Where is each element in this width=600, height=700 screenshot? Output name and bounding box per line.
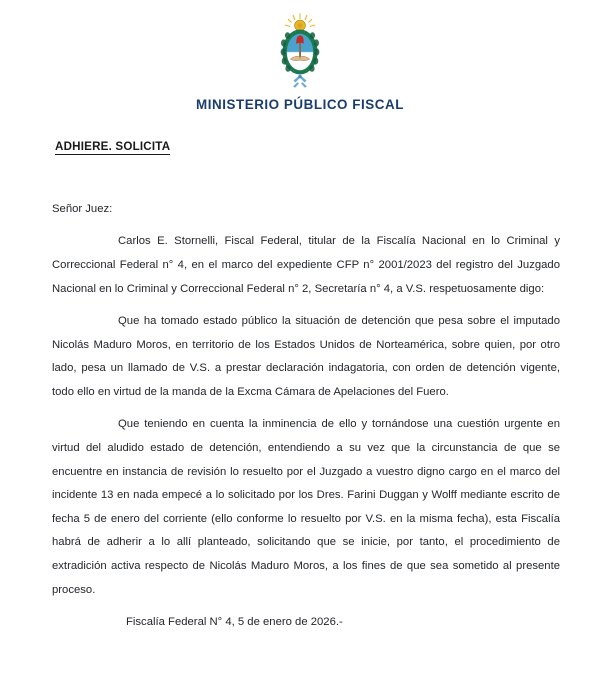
document-subject: ADHIERE. SOLICITA <box>55 139 171 153</box>
salutation: Señor Juez: <box>52 202 113 215</box>
paragraph-1: Carlos E. Stornelli, Fiscal Federal, titular de la Fiscalía Nacional en lo Criminal y Correccional Federal n° 4, en el marco del expediente CFP n° 2001/2023 del registro del Juzgado Nacional en lo Criminal y Correccional Federal n° 2, Secretaría n° 4, a V.S. respetuosamente digo: <box>52 235 560 295</box>
document-body <box>0 198 600 635</box>
paragraph-3: Que teniendo en cuenta la inminencia de ello y tornándose una cuestión urgente en virtud del aludido estado de detención, entendiendo a su vez que la circunstancia de que se encuentre en instancia de revisión lo resuelto por el Juzgado a vuestro digno cargo en el marco del incidente 13 en nada empecé a lo solicitado por los Dres. Farini Duggan y Wolff mediante escrito de fecha 5 de enero del corriente (ello conforme lo resuelto por V.S. en la misma fecha), esta Fiscalía habrá de adherir a lo allí planteado, solicitando que se inicie, por tanto, el procedimiento de extradición activa respecto de Nicolás Maduro Moros, a los fines de que sea sometido al presente proceso. <box>52 418 560 596</box>
subject-line-wrap <box>0 137 600 155</box>
closing-line: Fiscalía Federal N° 4, 5 de enero de 2026.- <box>126 616 343 629</box>
paragraph-2: Que ha tomado estado público la situación de detención que pesa sobre el imputado Nicolás Maduro Moros, en territorio de los Estados Unidos de Norteamérica, sobre quien, por otro lado, pesa un llamado de V.S. a prestar declaración indagatoria, con orden de detención vigente, todo ello en virtud de la manda de la Excma Cámara de Apelaciones del Fuero. <box>52 315 560 398</box>
organization-title: MINISTERIO PÚBLICO FISCAL <box>196 97 404 112</box>
letterhead <box>0 0 600 113</box>
argentina-coat-of-arms-icon <box>274 12 326 90</box>
